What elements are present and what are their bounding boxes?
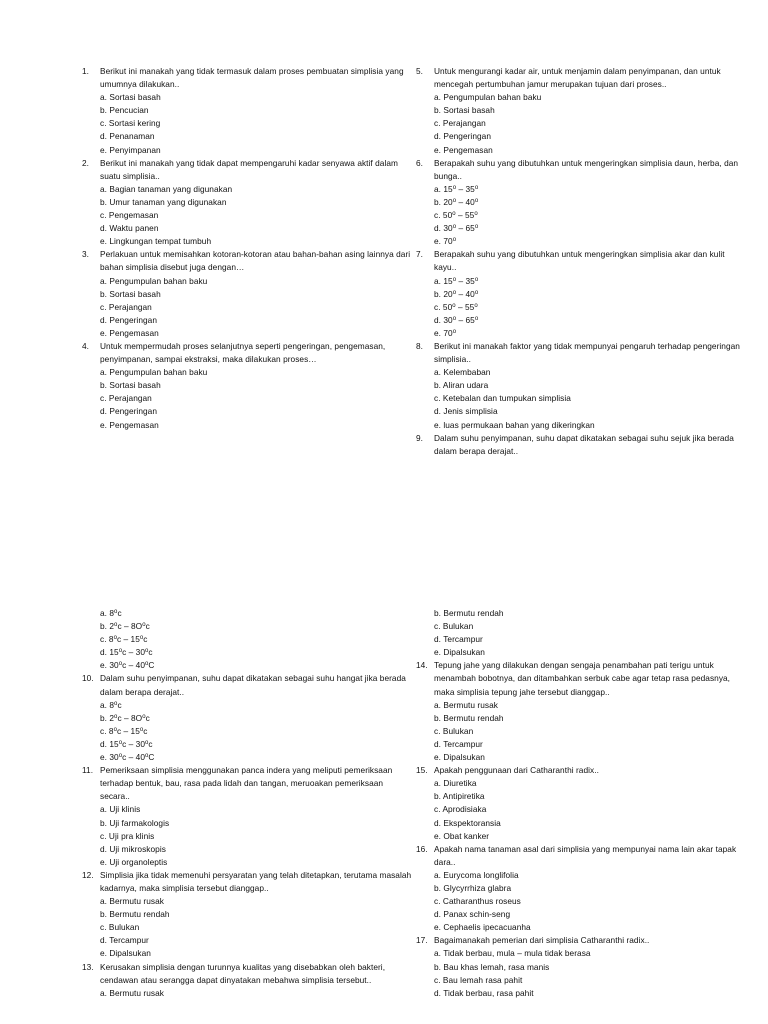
answer-option: c. Bulukan — [100, 922, 140, 933]
answer-option: d. 15$^o$c – 30$^o$c — [100, 647, 153, 658]
answer-option: c. Pengemasan — [100, 210, 159, 221]
question-text: Berapakah suhu yang dibutuhkan untuk mengeringkan simplisia daun, herba, dan bunga.. — [434, 157, 739, 181]
answer-option: b. Antipiretika — [434, 791, 485, 802]
question-item — [416, 340, 746, 432]
question-text: Dalam suhu penyimpanan, suhu dapat dikatakan sebagai suhu sejuk jika berada dalam berapa derajat.. — [434, 432, 734, 456]
answer-option: b. Bermutu rendah — [434, 712, 504, 723]
question-item — [416, 248, 746, 340]
answer-option: e. Pengemasan — [434, 144, 493, 155]
answer-option: d. Pengeringan — [100, 406, 157, 417]
answer-option: e. 30$^o$c – 40$^o$C — [100, 660, 155, 671]
answer-option: a. Bermutu rusak — [100, 987, 164, 998]
answer-option: d. Pengeringan — [434, 131, 491, 142]
answer-option: b. Bermutu rendah — [434, 608, 504, 618]
question-text: Tepung jahe yang dilakukan dengan sengaja penambahan pati terigu untuk menambah bobotnya, dan ditambahkan serbuk cabe agar tetap rasa pedasnya, maka simplisia tepung jahe tersebut dianggap.. — [434, 660, 731, 697]
question-text: Berikut ini manakah yang tidak dapat mempengaruhi kadar senyawa aktif dalam suatu simplisia.. — [100, 157, 398, 181]
answer-option: b. Sortasi basah — [100, 380, 161, 391]
answer-option: b. Umur tanaman yang digunakan — [100, 196, 227, 207]
answer-option: d. 15$^o$c – 30$^o$c — [100, 738, 153, 749]
answer-option: b. $2^oc - 8O^oc$ — [100, 621, 150, 632]
answer-option: a. Bermutu rusak — [100, 896, 164, 907]
answer-option: b. 20$^o$ – 40$^o$ — [434, 196, 479, 207]
question-number: 13. — [82, 961, 94, 972]
question-text: Berapakah suhu yang dibutuhkan untuk mengeringkan simplisia akar dan kulit kayu.. — [434, 249, 725, 273]
question-item — [82, 672, 412, 764]
answer-option: e. luas permukaan bahan yang dikeringkan — [434, 419, 595, 430]
answer-option: a. Pengumpulan bahan baku — [100, 367, 208, 378]
page2-left-continuation — [82, 607, 412, 672]
question-item — [416, 659, 746, 764]
answer-option: e. Dipalsukan — [100, 948, 151, 959]
question-item — [82, 157, 412, 249]
question-item — [82, 248, 412, 340]
question-item — [416, 934, 746, 999]
answer-option: a. Kelembaban — [434, 367, 491, 378]
question-item — [82, 764, 412, 869]
answer-option: d. Tercampur — [434, 738, 483, 749]
question-item — [416, 432, 746, 458]
question-number: 8. — [416, 340, 424, 351]
answer-option: e. Lingkungan tempat tumbuh — [100, 236, 212, 247]
answer-option: e. Uji organoleptis — [100, 856, 168, 867]
question-text: Dalam suhu penyimpanan, suhu dapat dikatakan sebagai suhu hangat jika berada dalam berapa derajat.. — [100, 673, 406, 697]
question-text: Apakah penggunaan dari Catharanthi radix.. — [434, 765, 599, 776]
page2-right-questions — [416, 659, 746, 999]
question-text: Bagaimanakah pemerian dari simplisia Catharanthi radix.. — [434, 935, 650, 946]
answer-option: d. 30$^o$ – 65$^o$ — [434, 314, 479, 325]
answer-option: c. Perajangan — [100, 301, 152, 312]
page2-right-continuation — [416, 607, 746, 659]
question-item — [82, 65, 412, 157]
answer-option: b. Sortasi basah — [100, 288, 161, 299]
answer-option: e. Dipalsukan — [434, 647, 485, 658]
question-number: 16. — [416, 843, 428, 854]
question-text: Berikut ini manakah faktor yang tidak mempunyai pengaruh terhadap pengeringan simplisia.. — [434, 340, 740, 365]
answer-option: a. Tidak berbau, mula – mula tidak berasa — [434, 948, 591, 959]
answer-option: c. Sortasi kering — [100, 118, 161, 129]
question-item — [82, 961, 412, 1000]
answer-option: b. Bau khas lemah, rasa manis — [434, 961, 550, 972]
answer-option: b. Aliran udara — [434, 380, 489, 391]
answer-option: d. Tercampur — [100, 935, 149, 946]
answer-option: a. Pengumpulan bahan baku — [434, 92, 542, 103]
answer-option: e. Obat kanker — [434, 830, 490, 841]
question-text: Apakah nama tanaman asal dari simplisia yang mempunyai nama lain akar tapak dara.. — [434, 843, 737, 867]
question-item — [416, 843, 746, 935]
answer-option: a. Diuretika — [434, 778, 477, 789]
question-item — [416, 65, 746, 157]
answer-option: a. 8$^o$c — [100, 699, 122, 710]
question-text: Kerusakan simplisia dengan turunnya kualitas yang disebabkan oleh bakteri, cendawan atau serangga dapat dinyatakan mebahwa simplisia tersebut.. — [100, 961, 386, 985]
question-text: Pemeriksaan simplisia menggunakan panca indera yang meliputi pemeriksaan terhadap bentuk, bau, rasa pada lidah dan tangan, meruoakan pemeriksaan secara.. — [100, 765, 393, 802]
question-text: Simplisia jika tidak memenuhi persyaratan yang telah ditetapkan, terutama masalah kadarnya, maka simplisia tersebut dianggap.. — [100, 869, 412, 893]
question-item — [416, 157, 746, 249]
answer-option: a. Sortasi basah — [100, 92, 161, 103]
answer-option: d. 30$^o$ – 65$^o$ — [434, 223, 479, 234]
answer-option: e. Pengemasan — [100, 327, 159, 338]
answer-option: c. Catharanthus roseus — [434, 896, 521, 907]
answer-option: d. Panax schin-seng — [434, 909, 511, 920]
question-number: 3. — [82, 249, 90, 260]
answer-option: b. 20$^o$ – 40$^o$ — [434, 288, 479, 299]
question-number: 4. — [82, 340, 90, 351]
answer-option: b. $2^oc - 8O^oc$ — [100, 712, 150, 723]
answer-option: b. Glycyrrhiza glabra — [434, 882, 512, 893]
answer-option: c. Perajangan — [100, 393, 152, 404]
answer-option: e. 70$^o$ — [434, 236, 457, 247]
page1-right-column — [416, 65, 746, 458]
answer-option: c. 50$^o$ – 55$^o$ — [434, 301, 478, 312]
answer-option: e. 70$^o$ — [434, 327, 457, 338]
answer-option: c. Bulukan — [434, 725, 474, 736]
answer-option: b. Uji farmakologis — [100, 817, 170, 828]
answer-option: d. Penanaman — [100, 131, 155, 142]
answer-option: e. Dipalsukan — [434, 752, 485, 763]
answer-option: a. 15$^o$ – 35$^o$ — [434, 183, 479, 194]
question-number: 7. — [416, 249, 424, 260]
answer-option: d. Uji mikroskopis — [100, 843, 166, 854]
answer-option: d. Tidak berbau, rasa pahit — [434, 987, 534, 998]
question-number: 15. — [416, 765, 428, 776]
answer-option: c. Ketebalan dan tumpukan simplisia — [434, 393, 571, 404]
answer-option: a. Eurycoma longlifolia — [434, 869, 519, 880]
question-text: Untuk mengurangi kadar air, untuk menjamin dalam penyimpanan, dan untuk mencegah pertumbuhan jamur merupakan tujuan dari proses.. — [434, 66, 721, 90]
answer-option: d. Ekspektoransia — [434, 817, 501, 828]
answer-option: a. Uji klinis — [100, 804, 141, 815]
page1-left-column — [82, 65, 412, 432]
question-number: 11. — [82, 765, 94, 776]
page2-right-column — [416, 607, 746, 1000]
question-item — [82, 340, 412, 432]
answer-option: c. 8$^o$c – 15$^o$c — [100, 634, 148, 645]
answer-option: a. 15$^o$ – 35$^o$ — [434, 275, 479, 286]
answer-option: c. Perajangan — [434, 118, 486, 129]
answer-option: c. Uji pra klinis — [100, 830, 155, 841]
answer-option: e. Cephaelis ipecacuanha — [434, 922, 531, 933]
question-item — [82, 869, 412, 961]
question-number: 17. — [416, 935, 428, 946]
answer-option: e. Penyimpanan — [100, 144, 161, 155]
answer-option: b. Bermutu rendah — [100, 909, 170, 920]
answer-option: a. Bermutu rusak — [434, 699, 498, 710]
answer-option: b. Pencucian — [100, 105, 149, 116]
answer-option: d. Pengeringan — [100, 314, 157, 325]
answer-option: d. Waktu panen — [100, 223, 159, 234]
question-number: 6. — [416, 157, 424, 168]
answer-option: a. Bagian tanaman yang digunakan — [100, 183, 233, 194]
answer-option: e. Pengemasan — [100, 419, 159, 430]
answer-option: c. Aprodisiaka — [434, 804, 487, 815]
answer-option: e. 30$^o$c – 40$^o$C — [100, 752, 155, 763]
question-number: 2. — [82, 157, 90, 168]
question-number: 1. — [82, 66, 90, 76]
question-number: 14. — [416, 660, 428, 671]
answer-option: d. Tercampur — [434, 634, 483, 645]
page2-left-column — [82, 607, 412, 1000]
answer-option: b. Sortasi basah — [434, 105, 495, 116]
answer-option: a. Pengumpulan bahan baku — [100, 275, 208, 286]
answer-option: c. 50$^o$ – 55$^o$ — [434, 210, 478, 221]
answer-option: c. Bulukan — [434, 621, 474, 632]
answer-option: d. Jenis simplisia — [434, 406, 498, 417]
question-number: 12. — [82, 869, 94, 880]
page2-left-questions — [82, 672, 412, 999]
question-text: Perlakuan untuk memisahkan kotoran-kotoran atau bahan-bahan asing lainnya dari bahan simplisia disebut juga dengan… — [100, 249, 411, 273]
answer-option: c. 8$^o$c – 15$^o$c — [100, 725, 148, 736]
question-item — [416, 764, 746, 843]
question-text: Untuk mempermudah proses selanjutnya seperti pengeringan, pengemasan, penyimpanan, sampai ekstraksi, maka dilakukan proses… — [100, 340, 386, 365]
answer-option: c. Bau lemah rasa pahit — [434, 974, 523, 985]
question-number: 9. — [416, 432, 424, 443]
question-number: 5. — [416, 66, 424, 76]
answer-option: a. 8$^o$c — [100, 608, 122, 618]
question-number: 10. — [82, 673, 94, 684]
question-text: Berikut ini manakah yang tidak termasuk dalam proses pembuatan simplisia yang umumnya dilakukan.. — [100, 66, 404, 90]
